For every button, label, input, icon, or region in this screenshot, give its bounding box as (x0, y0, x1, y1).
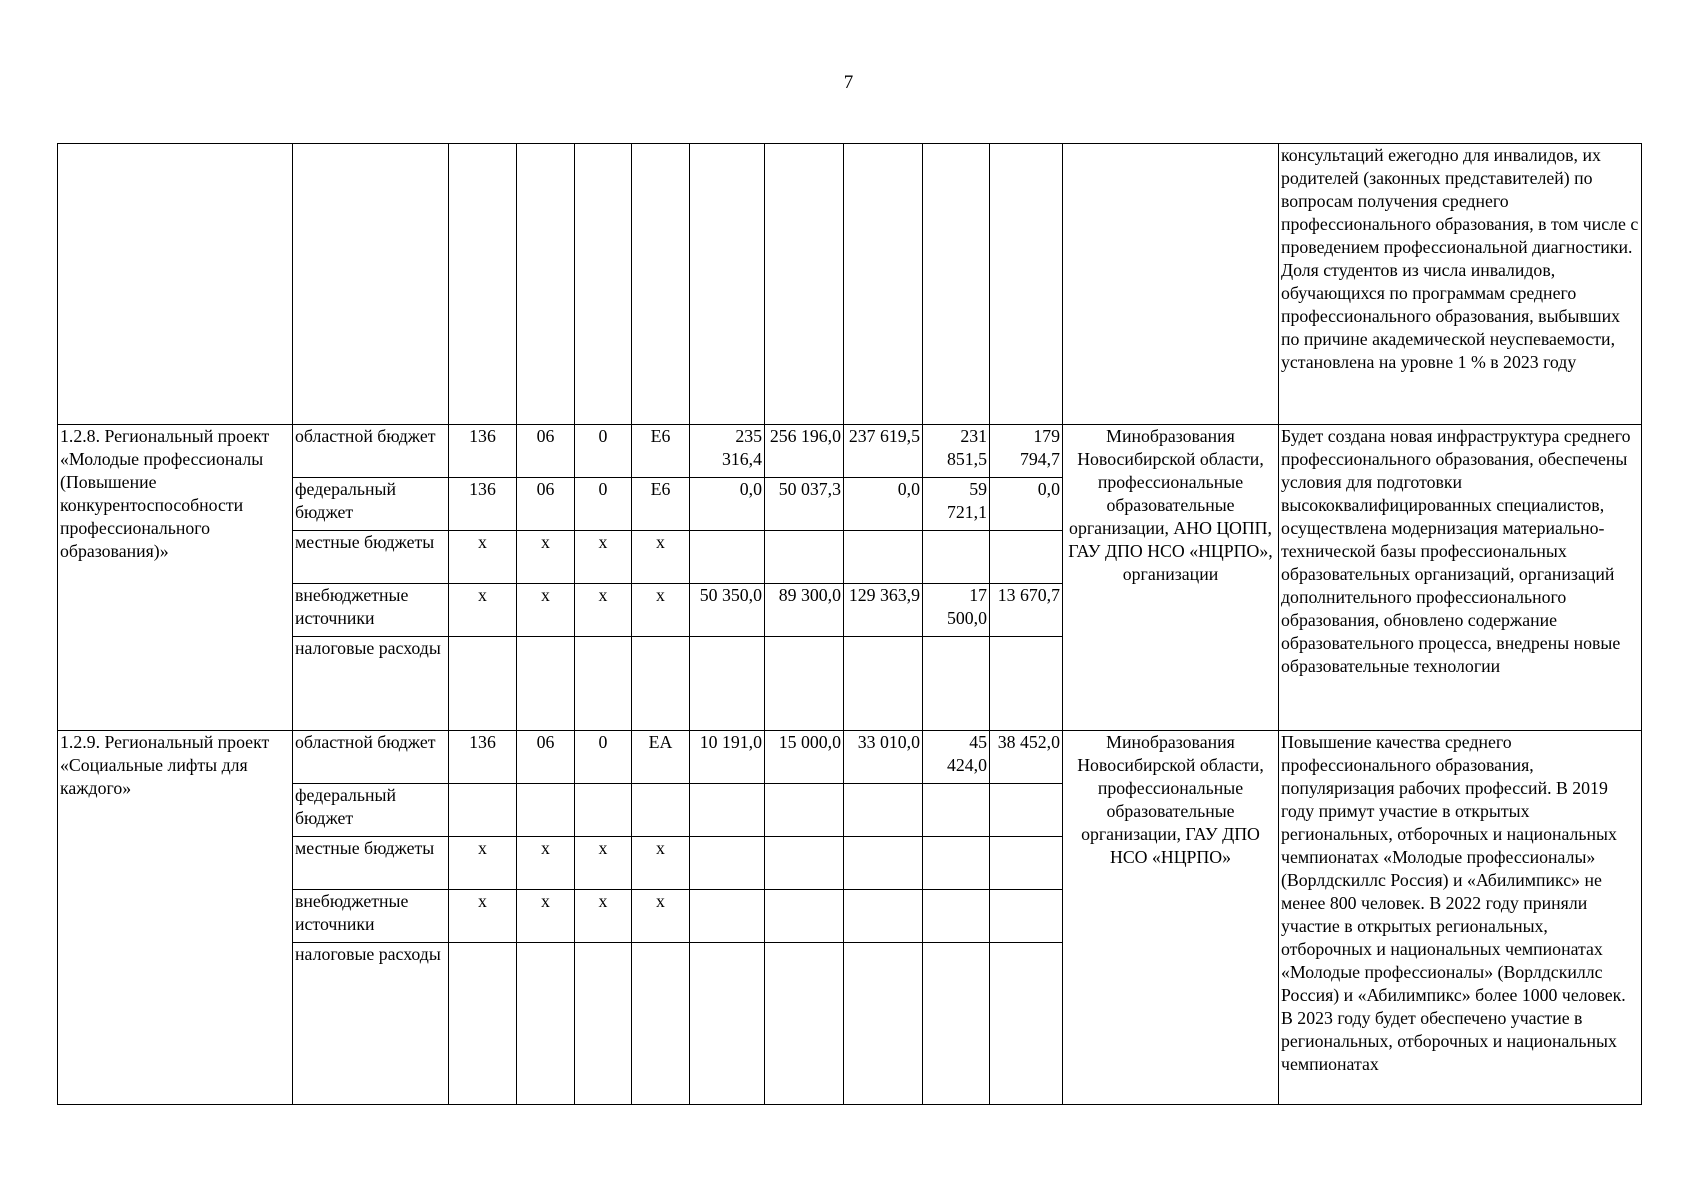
result-cell: Повышение качества среднего профессионального образования, популяризация рабочих профессий. В 2019 году примут участие в открытых региональных, отборочных и национальных чемпионатах «Молодые профессионалы» (Ворлдскиллс Россия) и «Абилимпикс» не менее 800 человек. В 2022 году приняли участие в открытых региональных, отборочных и национальных чемпионатах «Молодые профессионалы» (Ворлдскиллс Россия) и «Абилимпикс» более 1000 человек. В 2023 году будет обеспечено участие в региональных, отборочных и национальных чемпионатах (1279, 731, 1642, 1105)
result-cell: консультаций ежегодно для инвалидов, их родителей (законных представителей) по вопросам получения среднего профессионального образования, в том числе с проведением профессиональной диагностики. Доля студентов из числа инвалидов, обучающихся по программам среднего профессионального образования, выбывших по причине академической неуспеваемости, установлена на уровне 1 % в 2023 году (1279, 144, 1642, 425)
amount-cell (765, 890, 844, 943)
code-cell: x (517, 531, 575, 584)
funding-source-cell: областной бюджет (293, 425, 449, 478)
code-cell: 136 (449, 425, 517, 478)
amount-cell: 10 191,0 (690, 731, 765, 784)
amount-cell: 33 010,0 (844, 731, 923, 784)
code-cell: 136 (449, 731, 517, 784)
amount-cell (844, 943, 923, 1105)
funding-source-cell: областной бюджет (293, 731, 449, 784)
amount-cell: 129 363,9 (844, 584, 923, 637)
project-name-cell (58, 144, 293, 425)
amount-cell (844, 637, 923, 731)
code-cell: x (632, 837, 690, 890)
amount-cell (690, 943, 765, 1105)
code-cell (575, 943, 632, 1105)
amount-cell (765, 784, 844, 837)
code-cell: 0 (575, 478, 632, 531)
code-cell (632, 637, 690, 731)
funding-source-cell: внебюджетные источники (293, 584, 449, 637)
amount-cell (923, 784, 990, 837)
amount-cell: 59 721,1 (923, 478, 990, 531)
code-cell (575, 784, 632, 837)
amount-cell (844, 531, 923, 584)
amount-cell: 17 500,0 (923, 584, 990, 637)
amount-cell (765, 943, 844, 1105)
code-cell: 136 (449, 478, 517, 531)
amount-cell: 256 196,0 (765, 425, 844, 478)
funding-source-cell: федеральный бюджет (293, 784, 449, 837)
code-cell: x (575, 837, 632, 890)
project-name-cell: 1.2.9. Региональный проект «Социальные лифты для каждого» (58, 731, 293, 1105)
code-cell: x (632, 890, 690, 943)
amount-cell (844, 784, 923, 837)
code-cell: x (517, 890, 575, 943)
amount-cell (923, 943, 990, 1105)
code-cell: Е6 (632, 425, 690, 478)
code-cell: x (449, 531, 517, 584)
amount-cell: 50 037,3 (765, 478, 844, 531)
amount-cell (990, 637, 1063, 731)
code-cell (449, 784, 517, 837)
funding-source-cell: внебюджетные источники (293, 890, 449, 943)
code-cell (449, 637, 517, 731)
code-cell: x (575, 531, 632, 584)
code-cell: x (517, 584, 575, 637)
page-number: 7 (843, 72, 854, 93)
amount-cell (690, 784, 765, 837)
code-cell: Е6 (632, 478, 690, 531)
code-cell (632, 784, 690, 837)
amount-cell (765, 837, 844, 890)
funding-source-cell: местные бюджеты (293, 837, 449, 890)
amount-cell (990, 531, 1063, 584)
code-cell: 06 (517, 478, 575, 531)
amount-cell (923, 531, 990, 584)
funding-source-cell: налоговые расходы (293, 943, 449, 1105)
code-cell (449, 943, 517, 1105)
amount-cell: 15 000,0 (765, 731, 844, 784)
executors-cell (1063, 144, 1279, 425)
amount-cell (923, 890, 990, 943)
amount-cell: 0,0 (690, 478, 765, 531)
amount-cell (990, 784, 1063, 837)
table-row (58, 425, 1642, 478)
amount-cell (690, 890, 765, 943)
budget-table (57, 143, 1642, 1105)
code-cell (575, 637, 632, 731)
code-cell: 0 (575, 425, 632, 478)
funding-source-cell: федеральный бюджет (293, 478, 449, 531)
amount-cell: 50 350,0 (690, 584, 765, 637)
code-cell: ЕА (632, 731, 690, 784)
amount-cell: 0,0 (844, 478, 923, 531)
code-cell: 06 (517, 731, 575, 784)
amount-cell (990, 943, 1063, 1105)
project-name-cell: 1.2.8. Региональный проект «Молодые профессионалы (Повышение конкурентоспособности профессионального образования)» (58, 425, 293, 731)
funding-source-cell: местные бюджеты (293, 531, 449, 584)
amount-cell (990, 890, 1063, 943)
amount-cell (690, 531, 765, 584)
code-cell: x (449, 584, 517, 637)
amount-cell (923, 637, 990, 731)
amount-cell (844, 837, 923, 890)
code-cell: x (449, 837, 517, 890)
code-cell: x (517, 837, 575, 890)
amount-cell: 0,0 (990, 478, 1063, 531)
amount-cell: 13 670,7 (990, 584, 1063, 637)
table-row-continuation (58, 144, 1642, 425)
amount-cell: 179 794,7 (990, 425, 1063, 478)
executors-cell: Минобразования Новосибирской области, профессиональные образовательные организации, ГАУ ДПО НСО «НЦРПО» (1063, 731, 1279, 1105)
amount-cell (765, 531, 844, 584)
code-cell: 0 (575, 731, 632, 784)
amount-cell (990, 837, 1063, 890)
code-cell: 06 (517, 425, 575, 478)
amount-cell: 89 300,0 (765, 584, 844, 637)
amount-cell (765, 637, 844, 731)
code-cell: x (449, 890, 517, 943)
amount-cell: 237 619,5 (844, 425, 923, 478)
source-cell (293, 144, 449, 425)
amount-cell: 235 316,4 (690, 425, 765, 478)
code-cell: x (632, 584, 690, 637)
amount-cell (923, 837, 990, 890)
code-cell (632, 943, 690, 1105)
code-cell: x (575, 584, 632, 637)
table-row (58, 731, 1642, 784)
amount-cell: 38 452,0 (990, 731, 1063, 784)
code-cell (517, 784, 575, 837)
code-cell: x (632, 531, 690, 584)
code-cell (517, 943, 575, 1105)
code-cell: x (575, 890, 632, 943)
executors-cell: Минобразования Новосибирской области, профессиональные образовательные организации, АНО ЦОПП, ГАУ ДПО НСО «НЦРПО», организации (1063, 425, 1279, 731)
amount-cell (844, 890, 923, 943)
amount-cell: 45 424,0 (923, 731, 990, 784)
amount-cell (690, 837, 765, 890)
amount-cell: 231 851,5 (923, 425, 990, 478)
result-cell: Будет создана новая инфраструктура среднего профессионального образования, обеспечены условия для подготовки высококвалифицированных специалистов, осуществлена модернизация материально-технической базы профессиональных образовательных организаций, организаций дополнительного профессионального образования, обновлено содержание образовательного процесса, внедрены новые образовательные технологии (1279, 425, 1642, 731)
code-cell (517, 637, 575, 731)
amount-cell (690, 637, 765, 731)
funding-source-cell: налоговые расходы (293, 637, 449, 731)
